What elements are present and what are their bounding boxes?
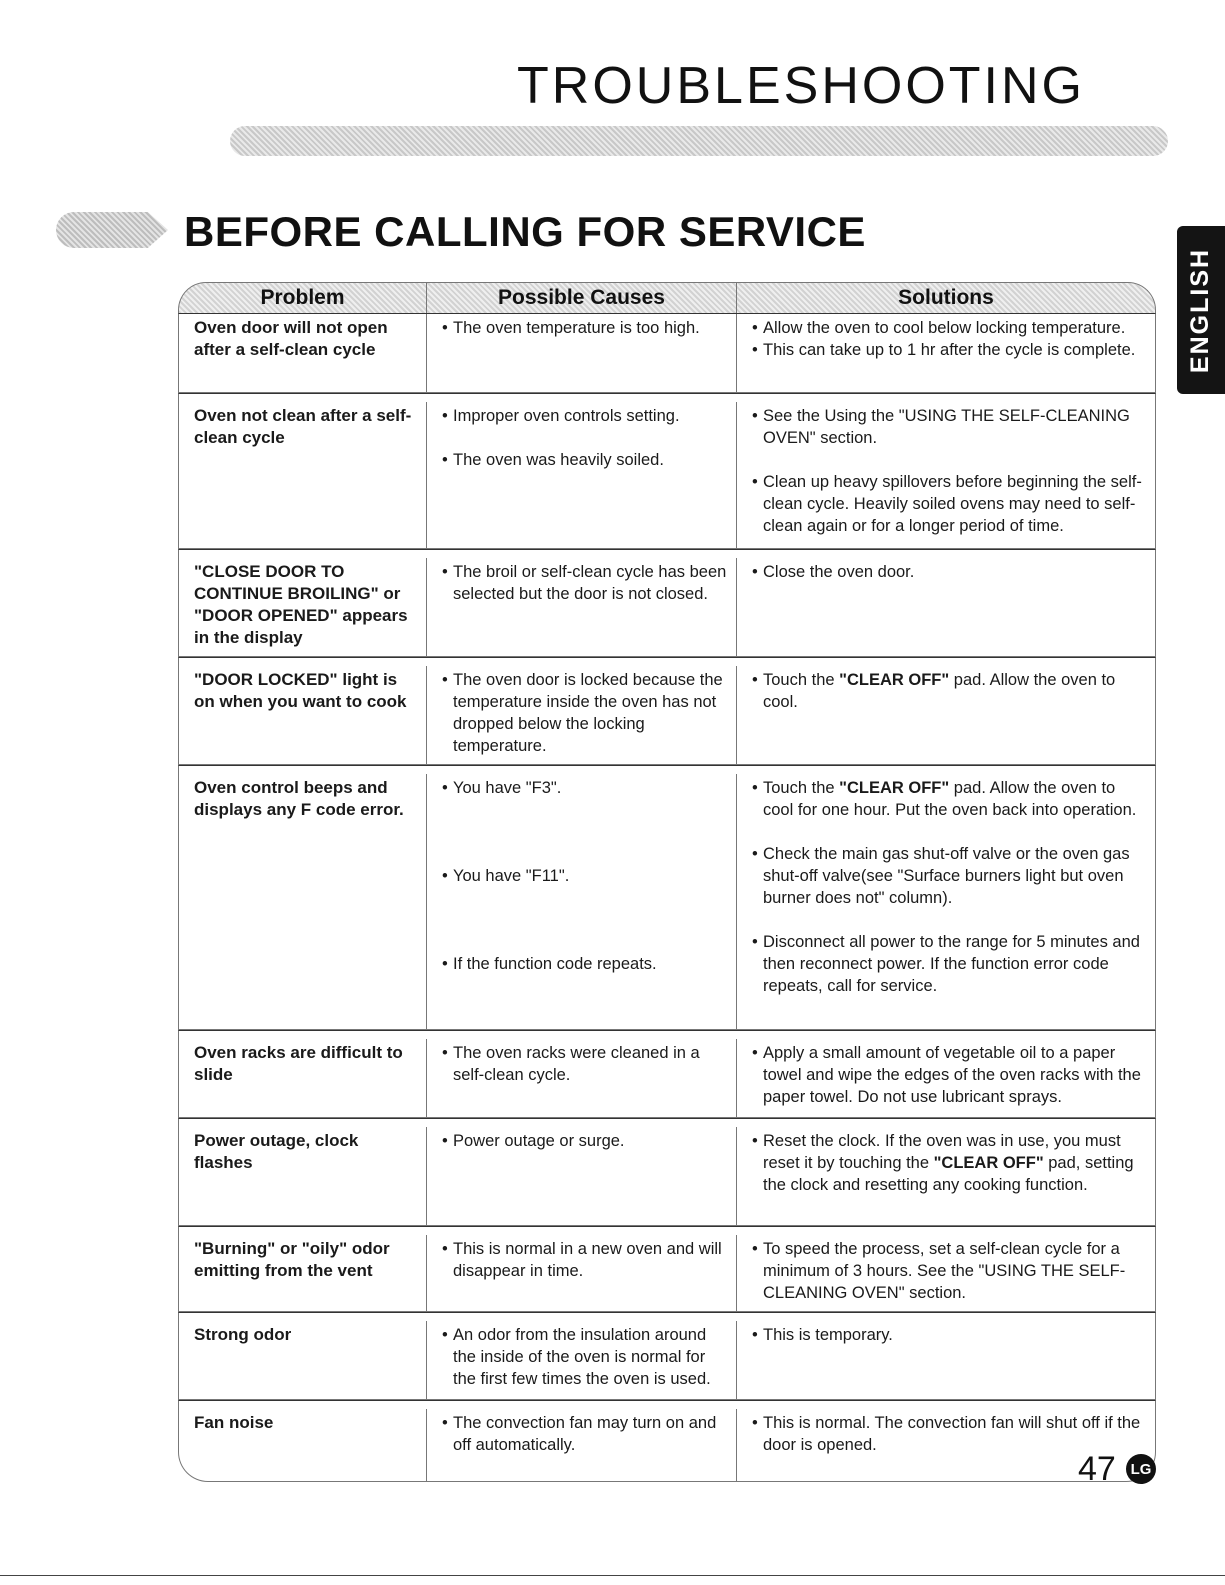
solution-item: • Close the oven door. (752, 561, 1147, 583)
solutions-cell (737, 1127, 1155, 1225)
solutions-cell (737, 314, 1155, 392)
solutions-cell (737, 402, 1155, 548)
cause-item: • The broil or self-clean cycle has been selected but the door is not closed. (442, 561, 728, 605)
table-row (178, 1226, 1156, 1312)
solution-item: • Disconnect all power to the range for 5 minutes and then reconnect power. If the function error code repeats, call for service. (752, 931, 1147, 997)
causes-cell (427, 1235, 737, 1311)
section-arrow-icon (56, 212, 168, 248)
solutions-cell (737, 558, 1155, 656)
solution-item: • Reset the clock. If the oven was in use, you must reset it by touching the "CLEAR OFF" pad, setting the clock and resetting any cooking function. (752, 1130, 1147, 1196)
problem-cell: "DOOR LOCKED" light is on when you want to cook (179, 666, 427, 764)
troubleshooting-table (178, 282, 1156, 1482)
problem-cell: "CLOSE DOOR TO CONTINUE BROILING" or "DOOR OPENED" appears in the display (179, 558, 427, 656)
cause-item: • The oven door is locked because the temperature inside the oven has not dropped below the locking temperature. (442, 669, 728, 757)
problem-cell: Power outage, clock flashes (179, 1127, 427, 1225)
cause-item: • You have "F3". (442, 777, 728, 799)
problem-cell: Strong odor (179, 1321, 427, 1399)
cause-item: • Power outage or surge. (442, 1130, 728, 1152)
solution-item: • Apply a small amount of vegetable oil to a paper towel and wipe the edges of the oven racks with the paper towel. Do not use lubricant sprays. (752, 1042, 1147, 1108)
causes-cell (427, 558, 737, 656)
header-possible-causes: Possible Causes (427, 283, 737, 313)
causes-cell (427, 1127, 737, 1225)
clear-off-label: "CLEAR OFF" (839, 779, 950, 797)
table-row (178, 313, 1156, 393)
solution-item: • Touch the "CLEAR OFF" pad. Allow the oven to cool. (752, 669, 1147, 713)
solution-item: • See the Using the "USING THE SELF-CLEANING OVEN" section. (752, 405, 1147, 449)
causes-cell (427, 774, 737, 1029)
cause-item: • An odor from the insulation around the inside of the oven is normal for the first few times the oven is used. (442, 1324, 728, 1390)
cause-item: • This is normal in a new oven and will disappear in time. (442, 1238, 728, 1282)
table-row (178, 657, 1156, 765)
solutions-cell (737, 1039, 1155, 1117)
table-row (178, 1118, 1156, 1226)
causes-cell (427, 402, 737, 548)
section-title: BEFORE CALLING FOR SERVICE (184, 208, 866, 255)
solution-item: • Allow the oven to cool below locking temperature. (752, 317, 1147, 339)
solutions-cell (737, 1321, 1155, 1399)
page-header-title: TROUBLESHOOTING (517, 57, 1085, 115)
language-tab-label: ENGLISH (1186, 247, 1215, 373)
header-decorative-bar (230, 126, 1168, 156)
cause-item: • The oven temperature is too high. (442, 317, 728, 339)
header-solutions: Solutions (898, 286, 994, 309)
solution-item: • Check the main gas shut-off valve or the oven gas shut-off valve(see "Surface burners light but oven burner does not" column). (752, 843, 1147, 909)
table-row (178, 1400, 1156, 1482)
table-header (178, 282, 1156, 313)
cause-item: • The oven racks were cleaned in a self-clean cycle. (442, 1042, 728, 1086)
solution-item: • This is normal. The convection fan will shut off if the door is opened. (752, 1412, 1147, 1456)
language-tab (1177, 226, 1225, 394)
page-number: 47 (1078, 1450, 1116, 1488)
problem-cell: Oven racks are difficult to slide (179, 1039, 427, 1117)
problem-cell: Oven control beeps and displays any F code error. (179, 774, 427, 1029)
solution-item: • To speed the process, set a self-clean cycle for a minimum of 3 hours. See the "USING THE SELF-CLEANING OVEN" section. (752, 1238, 1147, 1304)
solutions-cell (737, 774, 1155, 1029)
solution-item: • This is temporary. (752, 1324, 1147, 1346)
causes-cell (427, 1321, 737, 1399)
table-row (178, 549, 1156, 657)
table-row (178, 1312, 1156, 1400)
page-bottom-rule (0, 1575, 1225, 1576)
table-row (178, 393, 1156, 549)
lg-logo-icon: LG (1126, 1454, 1156, 1484)
header-problem: Problem (179, 283, 427, 313)
causes-cell (427, 666, 737, 764)
clear-off-label: "CLEAR OFF" (933, 1154, 1044, 1172)
problem-cell: Oven not clean after a self-clean cycle (179, 402, 427, 548)
problem-cell: Oven door will not open after a self-clean cycle (179, 314, 427, 392)
cause-item: • Improper oven controls setting. (442, 405, 728, 427)
table-row (178, 1030, 1156, 1118)
cause-item: • The oven was heavily soiled. (442, 449, 728, 471)
solution-item: • This can take up to 1 hr after the cycle is complete. (752, 339, 1147, 361)
causes-cell (427, 314, 737, 392)
clear-off-label: "CLEAR OFF" (839, 671, 950, 689)
causes-cell (427, 1039, 737, 1117)
cause-item: • You have "F11". (442, 865, 728, 887)
cause-item: • If the function code repeats. (442, 953, 728, 975)
table-row (178, 765, 1156, 1030)
solution-item: • Clean up heavy spillovers before beginning the self- clean cycle. Heavily soiled ovens may need to self-clean again or for a longer period of time. (752, 471, 1147, 537)
solution-item: • Touch the "CLEAR OFF" pad. Allow the oven to cool for one hour. Put the oven back into operation. (752, 777, 1147, 821)
cause-item: • The convection fan may turn on and off automatically. (442, 1412, 728, 1456)
problem-cell: Fan noise (179, 1409, 427, 1481)
problem-cell: "Burning" or "oily" odor emitting from the vent (179, 1235, 427, 1311)
solutions-cell (737, 1235, 1155, 1311)
causes-cell (427, 1409, 737, 1481)
solutions-cell (737, 666, 1155, 764)
